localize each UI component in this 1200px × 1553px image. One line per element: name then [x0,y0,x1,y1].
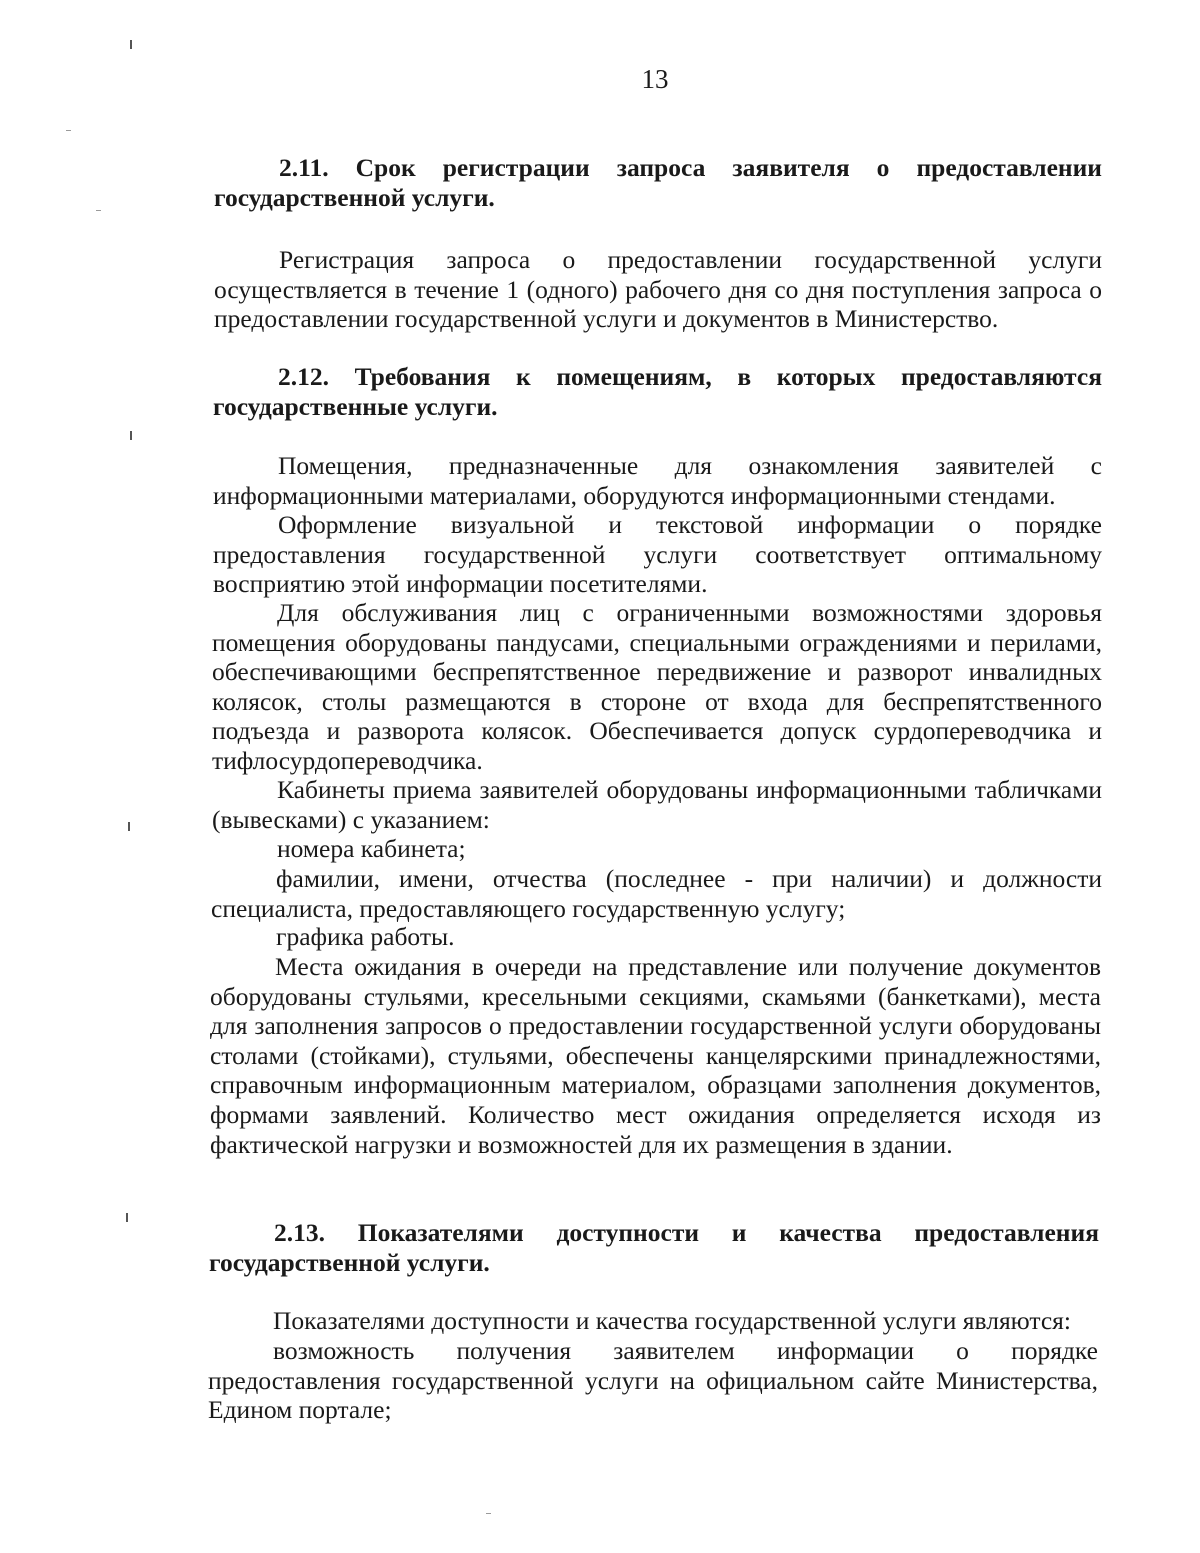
page-number: 13 [641,64,669,94]
section-2-12-paragraph: Помещения, предназначенные для ознакомления заявителей с информационными материалами, оборудуются информационными стендами. [213,451,1102,510]
section-2-12-list-item: номера кабинета; [277,834,466,863]
scan-speck [486,1513,491,1514]
section-heading-2-11: 2.11. Срок регистрации запроса заявителя о предоставлении государственной услуги. [214,153,1102,212]
scan-mark [130,431,132,440]
section-2-12-paragraph: Оформление визуальной и текстовой информации о порядке предоставления государственной услуги соответствует оптимальному восприятию этой информации посетителями. [213,510,1102,599]
section-2-13-paragraph: Показателями доступности и качества государственной услуги являются: [273,1306,1071,1335]
scan-speck [66,130,71,131]
scan-mark [126,1213,128,1222]
section-2-12-paragraph: Для обслуживания лиц с ограниченными возможностями здоровья помещения оборудованы пандусами, специальными ограждениями и перилами, обеспечивающими беспрепятственное передвижение и разворот инвалидных колясок, столы размещаются в стороне от входа для беспрепятственного подъезда и разворота колясок. Обеспечивается допуск сурдопереводчика и тифлосурдопереводчика. [212,598,1102,775]
scan-speck [96,210,101,211]
section-heading-2-13: 2.13. Показателями доступности и качества предоставления государственной услуги. [209,1218,1099,1277]
scan-mark [128,822,130,831]
section-2-12-paragraph: Кабинеты приема заявителей оборудованы информационными табличками (вывесками) с указанием: [212,775,1102,834]
section-heading-2-12: 2.12. Требования к помещениям, в которых предоставляются государственные услуги. [213,362,1102,421]
scan-mark [130,40,132,49]
section-2-13-list-item: возможность получения заявителем информации о порядке предоставления государственной услуги на официальном сайте Министерства, Едином портале; [208,1336,1098,1425]
section-2-12-list-item: фамилии, имени, отчества (последнее - при наличии) и должности специалиста, предоставляющего государственную услугу; [211,864,1102,923]
section-2-12-paragraph: Места ожидания в очереди на представление или получение документов оборудованы стульями, кресельными секциями, скамьями (банкетками), места для заполнения запросов о предоставлении государственной услуги оборудованы столами (стойками), стульями, обеспечены канцелярскими принадлежностями, справочным информационным материалом, образцами заполнения документов, формами заявлений. Количество мест ожидания определяется исходя из фактической нагрузки и возможностей для их размещения в здании. [210,952,1101,1159]
section-2-11-paragraph: Регистрация запроса о предоставлении государственной услуги осуществляется в течение 1 (одного) рабочего дня со дня поступления запроса о предоставлении государственной услуги и документов в Министерство. [214,245,1102,334]
section-2-12-list-item: графика работы. [276,922,455,951]
